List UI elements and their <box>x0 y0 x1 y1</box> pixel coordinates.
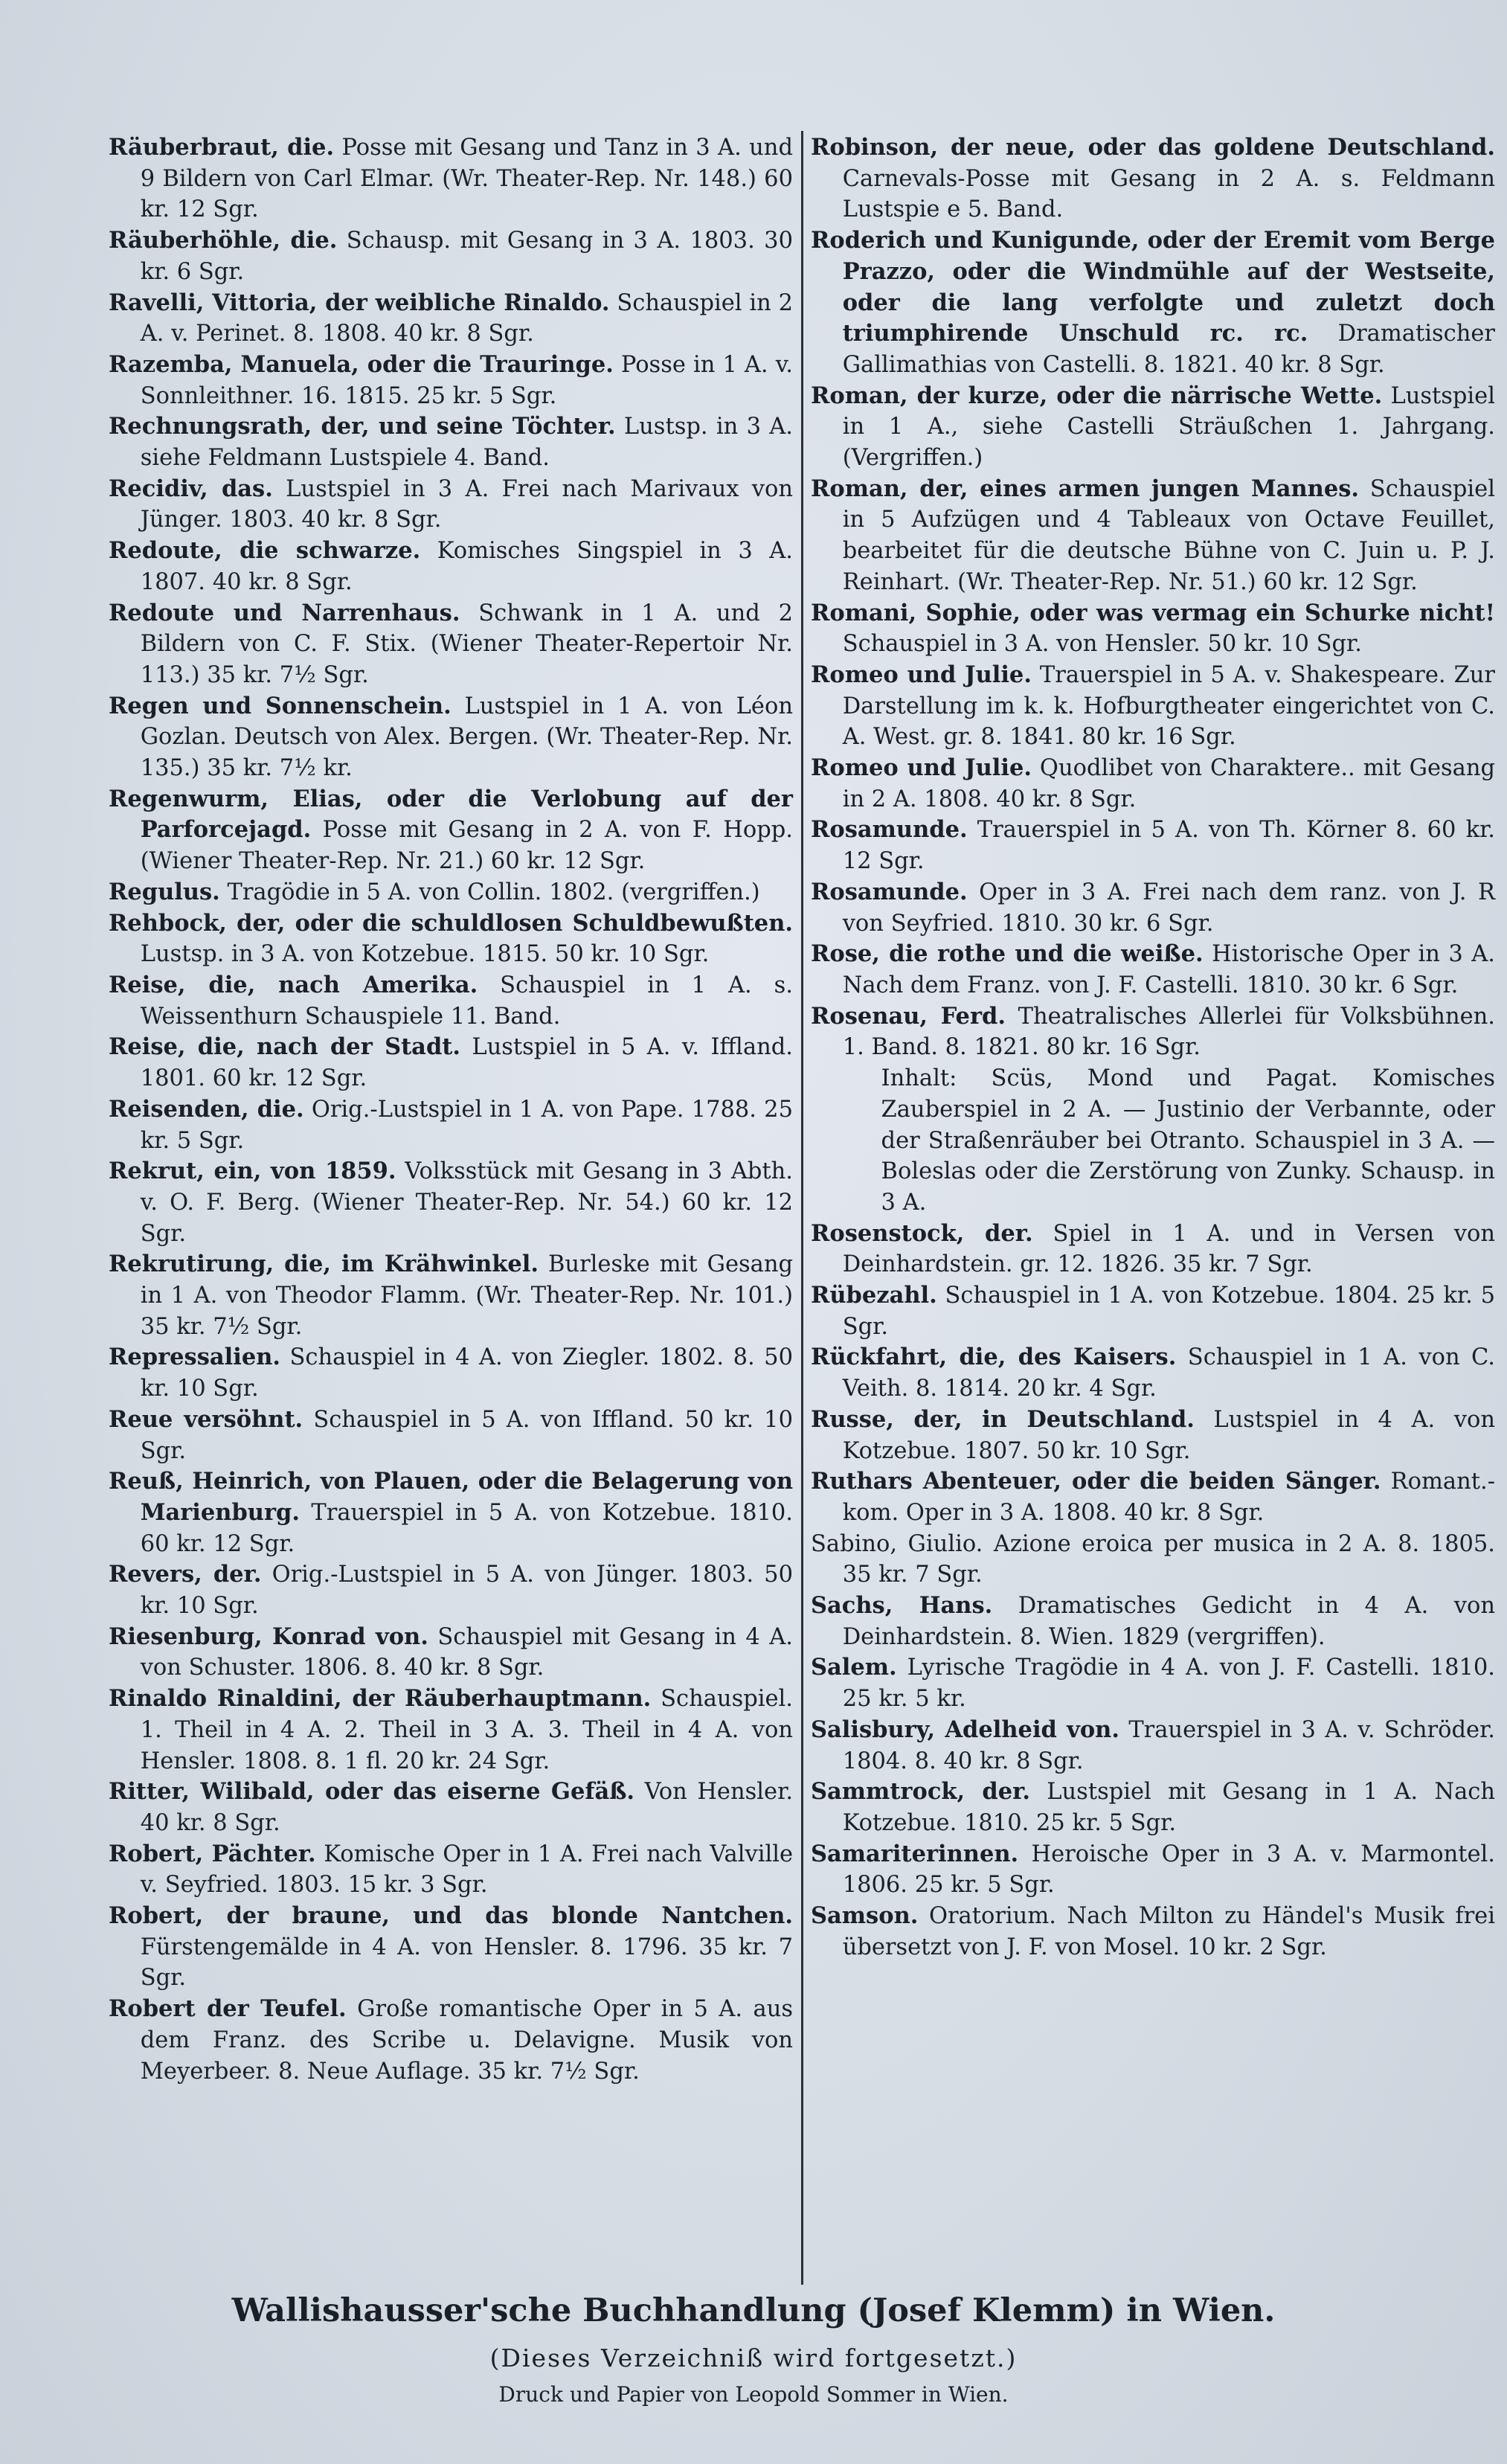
entry-title: Robinson, der neue, oder das goldene Deutschland. <box>811 134 1495 161</box>
entry-title: Rosenau, Ferd. <box>811 1002 1006 1030</box>
entry-title: Romeo und Julie. <box>811 661 1032 688</box>
entry-title: Rübezahl. <box>811 1282 937 1309</box>
entry-title: Rückfahrt, die, des Kaisers. <box>811 1344 1177 1371</box>
entry-title: Roman, der kurze, oder die närrische Wette. <box>811 382 1383 409</box>
entry-description: Trauerspiel in 5 A. v. Shakespeare. Zur Darstellung im k. k. Hofburgtheater eingerichtet von C. A. West. gr. 8. 1841. 80 kr. 16 Sgr. <box>842 661 1495 751</box>
entry-description: Von Hensler. 40 kr. 8 Sgr. <box>140 1779 794 1836</box>
catalogue-entry <box>811 660 1495 753</box>
entry-title: Riesenburg, Konrad von. <box>109 1623 428 1650</box>
entry-description: Burleske mit Gesang in 1 A. von Theodor Flamm. (Wr. Theater-Rep. Nr. 101.) 35 kr. 7½ Sgr. <box>140 1251 793 1340</box>
entry-description: Schauspiel in 3 A. von Hensler. 50 kr. 10 Sgr. <box>842 631 1362 658</box>
catalogue-entry <box>811 1715 1495 1777</box>
entry-title: Repressalien. <box>109 1344 281 1371</box>
entry-title: Recidiv, das. <box>109 475 273 502</box>
entry-description: Schauspiel mit Gesang in 4 A. von Schuster. 1806. 8. 40 kr. 8 Sgr. <box>140 1623 793 1681</box>
catalogue-entry <box>109 1405 793 1466</box>
entry-title: Rekrutirung, die, im Krähwinkel. <box>109 1251 539 1278</box>
entry-title: Rosamunde. <box>811 816 968 844</box>
catalogue-entry <box>109 970 793 1032</box>
catalogue-entry <box>109 877 793 908</box>
entry-description: Trauerspiel in 5 A. von Kotzebue. 1810. 60 kr. 12 Sgr. <box>140 1499 793 1557</box>
catalogue-entry <box>811 1529 1495 1591</box>
entry-title: Räuberbraut, die. <box>109 134 335 161</box>
entry-description: Tragödie in 5 A. von Collin. 1802. (vergriffen.) <box>219 879 760 905</box>
catalogue-entry <box>109 1466 793 1559</box>
printer-line: Druck und Papier von Leopold Sommer in Wien. <box>498 2382 1009 2407</box>
catalogue-entry <box>811 132 1495 225</box>
entry-title: Sachs, Hans. <box>811 1592 993 1620</box>
entry-description: Posse mit Gesang in 2 A. von F. Hopp. (Wiener Theater-Rep. Nr. 21.) 60 kr. 12 Sgr. <box>140 817 793 875</box>
entry-description: Schauspiel in 1 A. von C. Veith. 8. 1814. 20 kr. 4 Sgr. <box>842 1344 1495 1402</box>
entry-description: Oper in 3 A. Frei nach dem ranz. von J. R von Seyfried. 1810. 30 kr. 6 Sgr. <box>842 879 1495 937</box>
catalogue-entry <box>109 1032 793 1094</box>
entry-title: Reuß, Heinrich, von Plauen, oder die Belagerung von Marienburg. <box>109 1468 793 1526</box>
continuation-note: (Dieses Verzeichniß wird fortgesetzt.) <box>489 2343 1018 2372</box>
catalogue-entry <box>811 877 1495 939</box>
catalogue-entry <box>811 1405 1495 1466</box>
catalogue-entry <box>811 1591 1495 1652</box>
entry-description: Historische Oper in 3 A. Nach dem Franz. von J. F. Castelli. 1810. 30 kr. 6 Sgr. <box>842 941 1495 998</box>
entry-description: Orig.-Lustspiel in 1 A. von Pape. 1788. 25 kr. 5 Sgr. <box>140 1096 793 1154</box>
entry-title: Rosenstock, der. <box>811 1219 1033 1247</box>
entry-title: Roman, der, eines armen jungen Mannes. <box>811 475 1360 502</box>
catalogue-entry <box>109 474 793 536</box>
entry-description: Schauspiel in 5 Aufzügen und 4 Tableaux von Octave Feuillet, bearbeitet für die deutsche Bühne von C. Juin u. P. J. Reinhart. (Wr. Theater-Rep. Nr. 51.) 60 kr. 12 Sgr. <box>842 475 1495 595</box>
entry-description: Komische Oper in 1 A. Frei nach Valville v. Seyfried. 1803. 15 kr. 3 Sgr. <box>140 1841 794 1899</box>
entry-description: Romant.-kom. Oper in 3 A. 1808. 40 kr. 8 Sgr. <box>842 1469 1495 1526</box>
catalogue-entry <box>811 381 1495 474</box>
catalogue-entry <box>109 1684 793 1777</box>
entry-title: Regenwurm, Elias, oder die Verlobung auf der Parforcejagd. <box>109 785 793 844</box>
catalogue-entry <box>811 1280 1495 1342</box>
catalogue-entry <box>811 1652 1495 1714</box>
catalogue-entry <box>811 225 1495 381</box>
entry-title: Rosamunde. <box>811 878 968 905</box>
entry-title: Samson. <box>811 1902 919 1930</box>
entry-title: Redoute und Narrenhaus. <box>109 599 460 626</box>
entry-description: Volksstück mit Gesang in 3 Abth. v. O. F. Berg. (Wiener Theater-Rep. Nr. 54.) 60 kr. 12 Sgr. <box>140 1158 793 1247</box>
entry-description: Schauspiel. 1. Theil in 4 A. 2. Theil in 3 A. 3. Theil in 4 A. von Hensler. 1808. 8. 1 fl. 20 kr. 24 Sgr. <box>140 1686 793 1774</box>
entry-title: Ritter, Wilibald, oder das eiserne Gefäß. <box>109 1778 635 1806</box>
catalogue-entry <box>109 1622 793 1684</box>
entry-description: Inhalt: Scüs, Mond und Pagat. Komisches Zauberspiel in 2 A. — Justinio der Verbannte, oder der Straßenräuber bei Otranto. Schauspiel in 3 A. — Boleslas oder die Zerstörung von Zunky. Schausp. in 3 A. <box>881 1065 1495 1216</box>
entry-description: Schauspiel in 1 A. s. Weissenthurn Schauspiele 11. Band. <box>140 972 793 1030</box>
catalogue-entry <box>109 350 793 411</box>
entry-description: Posse in 1 A. v. Sonnleithner. 16. 1815. 25 kr. 5 Sgr. <box>140 351 794 409</box>
entry-description: Schauspiel in 5 A. von Iffland. 50 kr. 10 Sgr. <box>140 1406 793 1464</box>
entry-description: Orig.-Lustspiel in 5 A. von Jünger. 1803. 50 kr. 10 Sgr. <box>140 1562 793 1620</box>
entry-title: Räuberhöhle, die. <box>109 227 338 254</box>
entry-title: Robert, Pächter. <box>109 1840 316 1867</box>
catalogue-entry <box>109 1839 793 1901</box>
entry-title: Russe, der, in Deutschland. <box>811 1405 1195 1433</box>
catalogue-entry <box>109 1777 793 1838</box>
catalogue-entry <box>811 1466 1495 1528</box>
entry-description: Trauerspiel in 3 A. v. Schröder. 1804. 8. 40 kr. 8 Sgr. <box>842 1716 1495 1774</box>
entry-description: Lustsp. in 3 A. siehe Feldmann Lustspiele 4. Band. <box>140 414 794 472</box>
catalogue-entry <box>109 1994 793 2087</box>
entry-description: Theatralisches Allerlei für Volksbühnen. 1. Band. 8. 1821. 80 kr. 16 Sgr. <box>842 1003 1495 1061</box>
catalogue-entry <box>109 536 793 597</box>
catalogue-entry <box>109 908 793 970</box>
entry-title: Redoute, die schwarze. <box>109 537 421 565</box>
catalogue-entry <box>811 1001 1495 1063</box>
entry-description: Lustspiel in 1 A., siehe Castelli Sträußchen 1. Jahrgang. (Vergriffen.) <box>842 382 1495 472</box>
entry-description: Lustsp. in 3 A. von Kotzebue. 1815. 50 kr. 10 Sgr. <box>140 941 710 968</box>
catalogue-entry <box>109 1156 793 1249</box>
entry-description: Fürstengemälde in 4 A. von Hensler. 8. 1796. 35 kr. 7 Sgr. <box>140 1934 793 1992</box>
catalogue-entry <box>109 1342 793 1404</box>
entry-description: Schauspiel in 2 A. v. Perinet. 8. 1808. 40 kr. 8 Sgr. <box>140 289 793 347</box>
entry-title: Roderich und Kunigunde, oder der Eremit vom Berge Prazzo, oder die Windmühle auf der Westseite, oder die lang verfolgte und zuletzt doch triumphirende Unschuld rc. rc. <box>811 227 1495 347</box>
entry-description: Trauerspiel in 5 A. von Th. Körner 8. 60 kr. 12 Sgr. <box>842 817 1495 875</box>
entry-title: Robert der Teufel. <box>109 1995 347 2023</box>
entry-description: Lustspiel in 3 A. Frei nach Marivaux von Jünger. 1803. 40 kr. 8 Sgr. <box>140 475 793 533</box>
entry-description: Lustspiel in 4 A. von Kotzebue. 1807. 50 kr. 10 Sgr. <box>842 1406 1495 1464</box>
entry-title: Regulus. <box>109 878 220 905</box>
entry-title: Razemba, Manuela, oder die Trauringe. <box>109 350 614 378</box>
entry-title: Sammtrock, der. <box>811 1778 1030 1806</box>
catalogue-entry <box>811 1342 1495 1404</box>
entry-description: Komisches Singspiel in 3 A. 1807. 40 kr. 8 Sgr. <box>140 538 793 595</box>
entry-title: Reise, die, nach der Stadt. <box>109 1033 460 1061</box>
catalogue-entry <box>811 598 1495 660</box>
catalogue-entry <box>109 411 793 473</box>
entry-title: Salem. <box>811 1654 897 1681</box>
catalogue-entry <box>109 1559 793 1621</box>
entry-title: Rekrut, ein, von 1859. <box>109 1158 396 1185</box>
right-column <box>811 132 1495 1963</box>
entry-title: Reue versöhnt. <box>109 1405 303 1433</box>
entry-description: Schauspiel in 4 A. von Ziegler. 1802. 8. 50 kr. 10 Sgr. <box>140 1344 793 1402</box>
catalogue-entry <box>109 1094 793 1156</box>
entry-description: Sabino, Giulio. Azione eroica per musica in 2 A. 8. 1805. 35 kr. 7 Sgr. <box>811 1530 1495 1588</box>
entry-title: Rose, die rothe und die weiße. <box>811 940 1204 968</box>
catalogue-entry <box>109 225 793 287</box>
catalogue-entry <box>811 815 1495 876</box>
entry-title: Ravelli, Vittoria, der weibliche Rinaldo. <box>109 289 610 316</box>
entry-description: Spiel in 1 A. und in Versen von Deinhardstein. gr. 12. 1826. 35 kr. 7 Sgr. <box>842 1220 1495 1278</box>
catalogue-entry <box>811 753 1495 815</box>
entry-title: Rehbock, der, oder die schuldlosen Schuldbewußten. <box>109 909 793 937</box>
catalogue-entry <box>109 1901 793 1994</box>
entry-description: Lustspiel in 5 A. v. Iffland. 1801. 60 kr. 12 Sgr. <box>140 1034 794 1092</box>
catalogue-entry <box>811 474 1495 598</box>
publisher-line: Wallishausser'sche Buchhandlung (Josef Klemm) in Wien. <box>231 2292 1276 2329</box>
entry-description: Dramatisches Gedicht in 4 A. von Deinhardstein. 8. Wien. 1829 (vergriffen). <box>842 1593 1495 1650</box>
entry-description: Oratorium. Nach Milton zu Händel's Musik frei übersetzt von J. F. von Mosel. 10 kr. 2 Sgr. <box>842 1903 1495 1960</box>
entry-description: Carnevals-Posse mit Gesang in 2 A. s. Feldmann Lustspie e 5. Band. <box>842 165 1495 223</box>
catalogue-entry <box>811 1219 1495 1280</box>
entry-description: Schauspiel in 1 A. von Kotzebue. 1804. 25 kr. 5 Sgr. <box>842 1283 1495 1340</box>
catalogue-entry <box>811 939 1495 1001</box>
column-divider <box>801 131 803 2285</box>
entry-description: Heroische Oper in 3 A. v. Marmontel. 1806. 25 kr. 5 Sgr. <box>842 1841 1495 1899</box>
entry-description: Posse mit Gesang und Tanz in 3 A. und 9 Bildern von Carl Elmar. (Wr. Theater-Rep. Nr. 148.) 60 kr. 12 Sgr. <box>140 135 793 223</box>
entry-description: Quodlibet von Charaktere.. mit Gesang in 2 A. 1808. 40 kr. 8 Sgr. <box>842 755 1495 812</box>
catalogue-entry <box>811 1901 1495 1963</box>
catalogue-entry <box>109 598 793 691</box>
entry-description: Lustspiel mit Gesang in 1 A. Nach Kotzebue. 1810. 25 kr. 5 Sgr. <box>842 1779 1495 1836</box>
entry-title: Rinaldo Rinaldini, der Räuberhauptmann. <box>109 1685 652 1713</box>
entry-title: Romeo und Julie. <box>811 754 1032 782</box>
entry-title: Robert, der braune, und das blonde Nantchen. <box>109 1902 793 1930</box>
entry-description: Schwank in 1 A. und 2 Bildern von C. F. Stix. (Wiener Theater-Repertoir Nr. 113.) 35 kr. 7½ Sgr. <box>140 600 793 688</box>
entry-title: Rechnungsrath, der, und seine Töchter. <box>109 413 616 440</box>
entry-title: Regen und Sonnenschein. <box>109 692 452 719</box>
entry-title: Ruthars Abenteuer, oder die beiden Sänger. <box>811 1468 1381 1495</box>
entry-title: Samariterinnen. <box>811 1840 1019 1867</box>
entry-title: Salisbury, Adelheid von. <box>811 1716 1119 1743</box>
entry-description: Schausp. mit Gesang in 3 A. 1803. 30 kr. 6 Sgr. <box>140 228 793 285</box>
catalogue-entry <box>811 1063 1495 1219</box>
left-column <box>109 132 793 2087</box>
catalogue-entry <box>109 691 793 784</box>
catalogue-entry <box>811 1839 1495 1901</box>
entry-description: Lyrische Tragödie in 4 A. von J. F. Castelli. 1810. 25 kr. 5 kr. <box>842 1655 1495 1713</box>
entry-description: Lustspiel in 1 A. von Léon Gozlan. Deutsch von Alex. Bergen. (Wr. Theater-Rep. Nr. 135.) 35 kr. 7½ kr. <box>140 693 793 782</box>
entry-title: Revers, der. <box>109 1561 262 1588</box>
entry-title: Reisenden, die. <box>109 1095 304 1123</box>
entry-description: Dramatischer Gallimathias von Castelli. 8. 1821. 40 kr. 8 Sgr. <box>842 321 1495 378</box>
catalogue-entry <box>109 784 793 877</box>
entry-title: Romani, Sophie, oder was vermag ein Schurke nicht! <box>811 599 1495 626</box>
catalogue-entry <box>109 288 793 350</box>
catalogue-entry <box>811 1777 1495 1838</box>
entry-description: Große romantische Oper in 5 A. aus dem Franz. des Scribe u. Delavigne. Musik von Meyerbeer. 8. Neue Auflage. 35 kr. 7½ Sgr. <box>140 1996 794 2085</box>
catalogue-entry <box>109 132 793 225</box>
entry-title: Reise, die, nach Amerika. <box>109 971 478 998</box>
catalogue-entry <box>109 1249 793 1342</box>
